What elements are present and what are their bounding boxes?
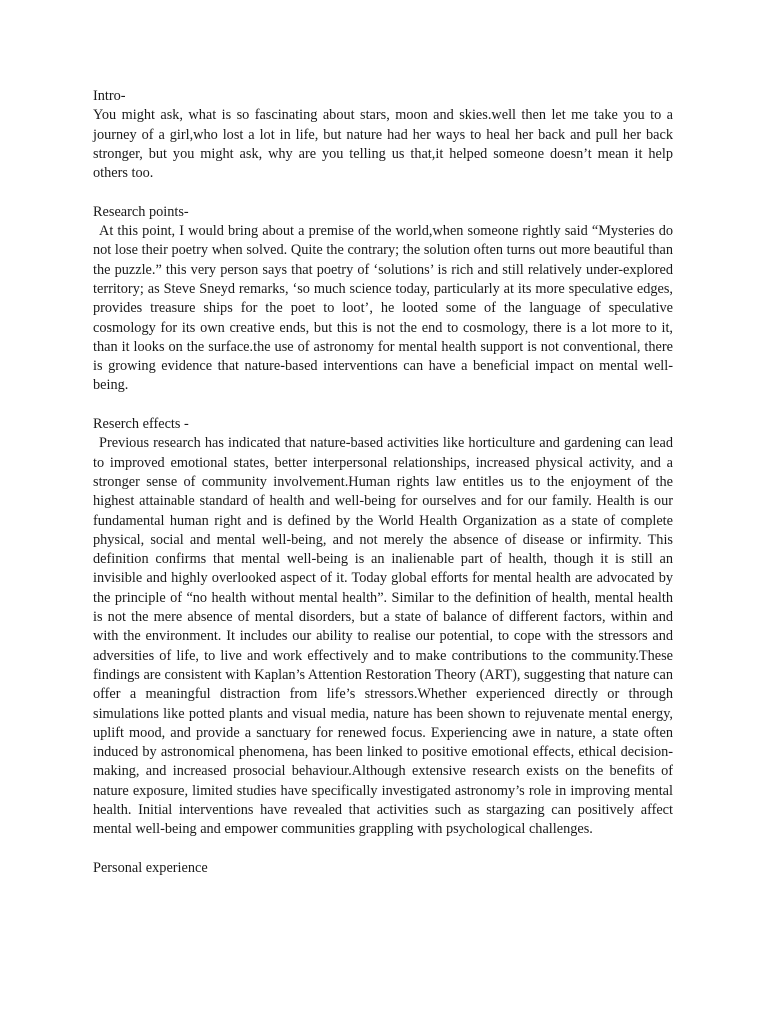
intro-section xyxy=(93,87,673,183)
document-page xyxy=(93,87,673,897)
research-effects-section xyxy=(93,415,673,840)
research-points-heading: Research points- xyxy=(93,203,189,220)
intro-paragraph: You might ask, what is so fascinating about stars, moon and skies.well then let me take you to a journey of a girl,who lost a lot in life, but nature had her ways to heal her back and pull her back stronger, but you might ask, why are you telling us that,it helped someone doesn’t mean it help others too. xyxy=(93,107,673,182)
research-points-section xyxy=(93,203,673,396)
personal-experience-heading: Personal experience xyxy=(93,859,208,876)
research-points-paragraph: At this point, I would bring about a premise of the world,when someone rightly said “Mysteries do not lose their poetry when solved. Quite the contrary; the solution often turns out more beautiful than the puzzle.” this very person says that poetry of ‘solutions’ is rich and still relatively under-explored territory; as Steve Sneyd remarks, ‘so much science today, particularly at its more speculative edges, provides treasure ships for the poet to loot’, he looted some of the language of speculative cosmology for its own creative ends, but this is not the end to cosmology, there is a lot more to it, than it looks on the surface.the use of astronomy for mental health support is not conventional, there is growing evidence that nature-based interventions can have a beneficial impact on mental well-being. xyxy=(93,223,673,394)
personal-experience-section xyxy=(93,859,673,878)
intro-heading: Intro- xyxy=(93,88,126,104)
research-effects-heading: Reserch effects - xyxy=(93,416,189,433)
research-effects-paragraph: Previous research has indicated that nature-based activities like horticulture and gardening can lead to improved emotional states, better interpersonal relationships, increased physical activity, and a stronger sense of community involvement.Human rights law entitles us to the enjoyment of the highest attainable standard of health and well-being for ourselves and for our family. Health is our fundamental human right and is defined by the World Health Organization as a state of complete physical, social and mental well-being, and not merely the absence of disease or infirmity. This definition confirms that mental well-being is an inalienable part of health, though it is still an invisible and highly overlooked aspect of it. Today global efforts for mental health are advocated by the principle of “no health without mental health”. Similar to the definition of health, mental health is not the mere absence of mental disorders, but a state of balance of different factors, within and with the environment. It includes our ability to realise our potential, to cope with the stressors and adversities of life, to live and work effectively and to make contributions to the community.These findings are consistent with Kaplan’s Attention Restoration Theory (ART), suggesting that nature can offer a meaningful distraction from life’s stressors.Whether experienced directly or through simulations like potted plants and visual media, nature has been shown to rejuvenate mental energy, uplift mood, and provide a sanctuary for renewed focus. Experiencing awe in nature, a state often induced by astronomical phenomena, has been linked to positive emotional effects, ethical decision-making, and increased prosocial behaviour.Although extensive research exists on the benefits of nature exposure, limited studies have specifically investigated astronomy’s role in improving mental health. Initial interventions have revealed that activities such as stargazing can positively affect mental well-being and empower communities grappling with psychological challenges. xyxy=(93,435,673,838)
